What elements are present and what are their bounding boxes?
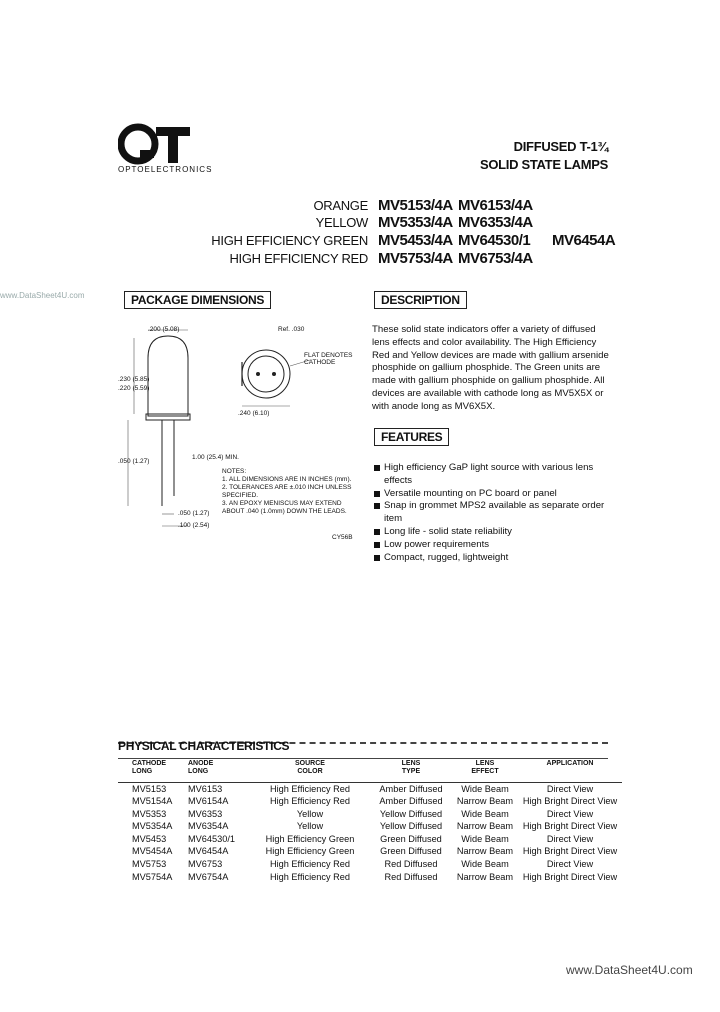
cell: MV6454A [188, 846, 229, 857]
drawing-id: CY56B [332, 534, 353, 541]
part-number: MV6353/4A [458, 214, 533, 231]
cell: Narrow Beam [456, 871, 514, 882]
cell: MV5754A [132, 871, 173, 882]
list-item: High efficiency GaP light source with various lens effects [372, 462, 618, 488]
part-number: MV5753/4A [378, 250, 453, 267]
dim-label: .240 (6.10) [238, 410, 270, 417]
table-row [118, 820, 622, 833]
list-item: Versatile mounting on PC board or panel [372, 488, 618, 501]
cell: MV5453 [132, 833, 167, 844]
cell: Green Diffused [380, 833, 442, 844]
cell: MV6354A [188, 821, 229, 832]
cell: MV5354A [132, 821, 173, 832]
dim-label: .220 (5.59) [118, 385, 150, 392]
cell: Wide Beam [461, 833, 509, 844]
features-list [372, 462, 618, 564]
part-row-yellow [210, 214, 610, 231]
qt-logo-icon [118, 122, 194, 166]
cell: MV5753 [132, 859, 167, 870]
table-row [118, 871, 622, 884]
cell: Narrow Beam [456, 796, 514, 807]
part-color-label: YELLOW [315, 215, 368, 230]
cell: MV6754A [188, 871, 229, 882]
part-number: MV6454A [552, 232, 616, 249]
cell: MV6753 [188, 859, 223, 870]
list-item: Long life - solid state reliability [372, 526, 618, 539]
cell: High Bright Direct View [522, 821, 618, 832]
cell: Yellow Diffused [379, 808, 443, 819]
col-header-lens-effect: LENS EFFECT [471, 760, 499, 775]
table-header-row [118, 760, 622, 782]
cell: MV64530/1 [188, 833, 235, 844]
cell: Narrow Beam [456, 821, 514, 832]
note-line: 1. ALL DIMENSIONS ARE IN INCHES (mm). [222, 476, 352, 483]
list-item: Low power requirements [372, 539, 618, 552]
cell: High Efficiency Red [269, 871, 350, 882]
cell: Wide Beam [461, 808, 509, 819]
dim-label: .050 (1.27) [178, 510, 210, 517]
cell: Green Diffused [380, 846, 442, 857]
section-features: FEATURES [374, 428, 449, 446]
part-row-green [210, 232, 616, 249]
table-row [118, 845, 622, 858]
part-number: MV5353/4A [378, 214, 453, 231]
cell: High Bright Direct View [522, 846, 618, 857]
cell: Wide Beam [461, 859, 509, 870]
cell: MV5454A [132, 846, 173, 857]
col-header-application: APPLICATION [546, 760, 594, 767]
cell: Narrow Beam [456, 846, 514, 857]
company-logo [118, 122, 194, 166]
cell: Wide Beam [461, 783, 509, 794]
cell: Amber Diffused [379, 783, 443, 794]
doc-title-line2: SOLID STATE LAMPS [479, 157, 608, 172]
section-description: DESCRIPTION [374, 291, 467, 309]
description-text: These solid state indicators offer a variety of diffused lens effects and color availability. The High Efficiency Red and Yellow devices are made with gallium arsenide phosphide on gallium phosphide. The Green units are made with gallium phosphide on gallium phosphide. All devices are available with cathode long as MV5X5X or with anode long as MV6X5X. [372, 324, 609, 412]
cell: MV6353 [188, 808, 223, 819]
table-row [118, 808, 622, 821]
section-package-dimensions: PACKAGE DIMENSIONS [124, 291, 271, 309]
part-color-label: HIGH EFFICIENCY RED [229, 251, 368, 266]
part-number: MV5453/4A [378, 232, 453, 249]
cell: High Bright Direct View [522, 796, 618, 807]
cell: Yellow [296, 808, 324, 819]
dim-label: .200 (5.08) [148, 326, 180, 333]
cell: Red Diffused [384, 859, 438, 870]
dim-label: Ref. .030 [278, 326, 305, 333]
physical-table [118, 760, 622, 883]
part-color-label: HIGH EFFICIENCY GREEN [211, 233, 368, 248]
cell: High Bright Direct View [522, 871, 618, 882]
part-row-red [210, 250, 610, 267]
dim-label: .230 (5.85) [118, 376, 150, 383]
col-header-lens-type: LENS TYPE [401, 760, 421, 775]
note-line: 3. AN EPOXY MENISCUS MAY EXTEND ABOUT .040 (1.0mm) DOWN THE LEADS. [222, 500, 347, 515]
cell: MV5353 [132, 808, 167, 819]
cell: MV6153 [188, 783, 223, 794]
part-number: MV64530/1 [458, 232, 531, 249]
dim-label: .100 (2.54) [178, 522, 210, 529]
cell: High Efficiency Red [269, 783, 350, 794]
cell: Amber Diffused [379, 796, 443, 807]
col-header-anode: ANODE LONG [188, 760, 214, 775]
cell: MV5153 [132, 783, 167, 794]
list-item: Snap in grommet MPS2 available as separate order item [372, 500, 618, 526]
col-header-source: SOURCE COLOR [295, 760, 325, 775]
cell: MV5154A [132, 796, 173, 807]
logo-subtitle: OPTOELECTRONICS [118, 165, 213, 174]
list-item: Compact, rugged, lightweight [372, 552, 618, 565]
col-header-cathode: CATHODE LONG [132, 760, 167, 775]
cell: MV6154A [188, 796, 229, 807]
cell: Red Diffused [384, 871, 438, 882]
cell: High Efficiency Green [265, 846, 355, 857]
cell: High Efficiency Red [269, 796, 350, 807]
note-line: 2. TOLERANCES ARE ±.010 INCH UNLESS SPECIFIED. [222, 484, 352, 499]
part-number: MV5153/4A [378, 197, 453, 214]
cell: Yellow Diffused [379, 821, 443, 832]
cell: High Efficiency Red [269, 859, 350, 870]
part-number: MV6153/4A [458, 197, 533, 214]
table-row [118, 782, 622, 795]
table-row [118, 795, 622, 808]
dim-label: .050 (1.27) [118, 458, 150, 465]
watermark-left: www.DataSheet4U.com [0, 291, 85, 300]
part-row-orange [210, 197, 610, 214]
table-row [118, 858, 622, 871]
section-physical-characteristics: PHYSICAL CHARACTERISTICS [118, 739, 290, 753]
cell: Direct View [546, 833, 594, 844]
doc-title-line1: DIFFUSED T-1¾ [513, 139, 608, 154]
table-row [118, 833, 622, 846]
watermark-bottom: www.DataSheet4U.com [566, 963, 693, 977]
part-number: MV6753/4A [458, 250, 533, 267]
cell: High Efficiency Green [265, 833, 355, 844]
flat-cathode-label: FLAT DENOTES CATHODE [304, 352, 353, 366]
cell: Direct View [546, 859, 594, 870]
cell: Direct View [546, 808, 594, 819]
dim-label: 1.00 (25.4) MIN. [192, 454, 239, 461]
cell: Direct View [546, 783, 594, 794]
part-color-label: ORANGE [313, 198, 368, 213]
cell: Yellow [296, 821, 324, 832]
note-line: NOTES: [222, 468, 247, 475]
package-notes [222, 468, 362, 516]
